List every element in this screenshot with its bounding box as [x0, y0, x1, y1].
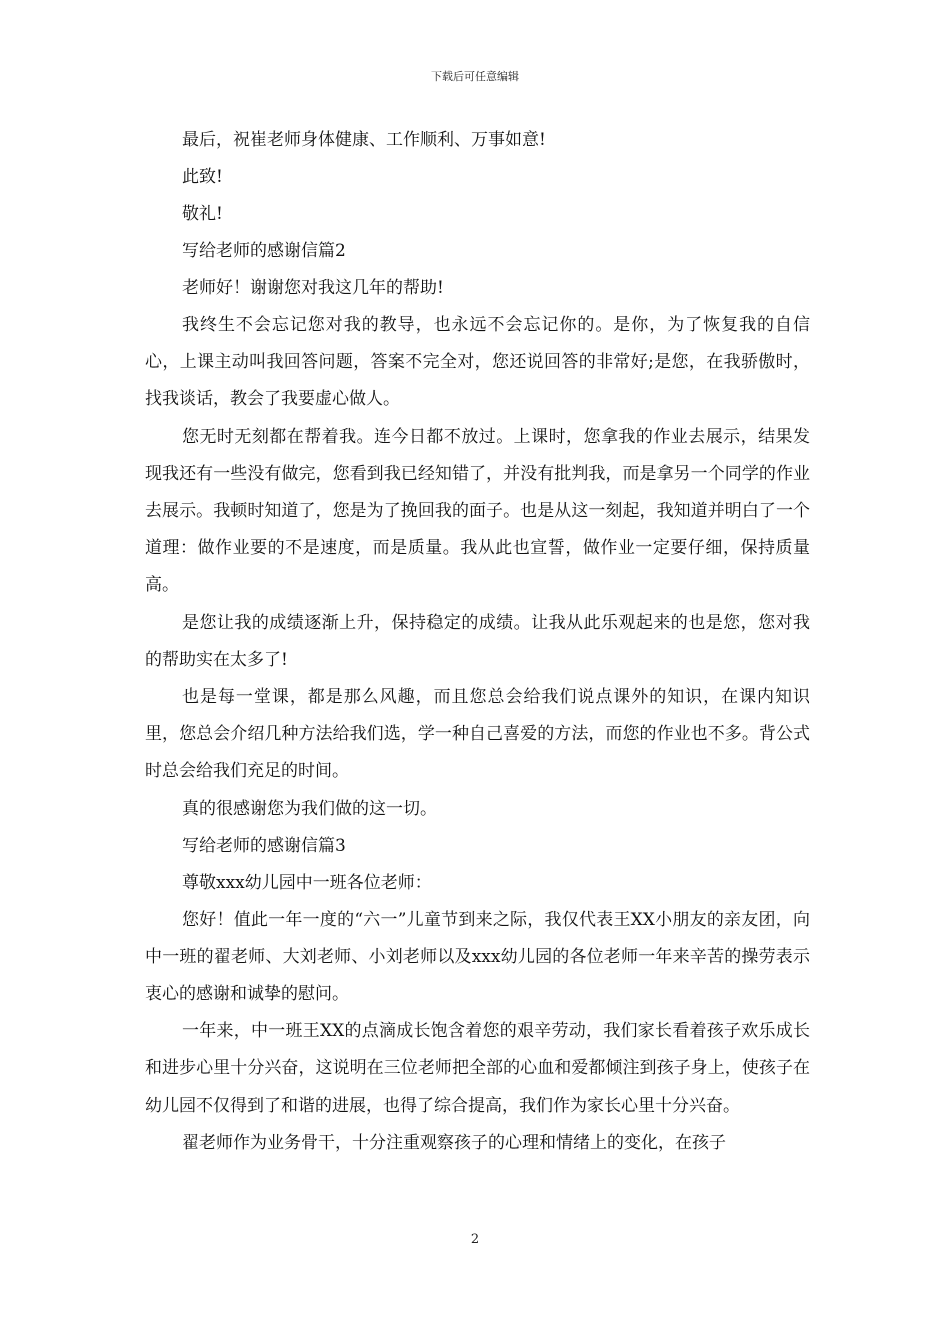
greeting-3: 尊敬xxx幼儿园中一班各位老师：	[182, 872, 432, 893]
document-body	[145, 122, 810, 1162]
paragraph-3: 是您让我的成绩逐渐上升，保持稳定的成绩。让我从此乐观起来的也是您，您对我的帮助实在太多了!	[145, 612, 810, 670]
closing-wish: 最后，祝崔老师身体健康、工作顺利、万事如意!	[182, 130, 546, 150]
paragraph-2: 您无时无刻都在帮着我。连今日都不放过。上课时，您拿我的作业去展示，结果发现我还有一些没有做完，您看到我已经知错了，并没有批判我，而是拿另一个同学的作业去展示。我顿时知道了，您是为了挽回我的面子。也是从这一刻起，我知道并明白了一个道理：做作业要的不是速度，而是质量。我从此也宣誓，做作业一定要仔细，保持质量高。	[145, 426, 810, 596]
paragraph-1: 我终生不会忘记您对我的教导，也永远不会忘记你的。是你，为了恢复我的自信心，上课主动叫我回答问题，答案不完全对，您还说回答的非常好;是您，在我骄傲时，找我谈话，教会了我要虚心做人。	[145, 315, 810, 410]
section-title-2: 写给老师的感谢信篇2	[182, 241, 346, 261]
page-number: 2	[470, 1232, 480, 1247]
thanks-line: 真的很感谢您为我们做的这一切。	[182, 798, 437, 819]
greeting-2: 老师好！谢谢您对我这几年的帮助!	[182, 278, 444, 298]
paragraph-6: 一年来，中一班王XX的点滴成长饱含着您的艰辛劳动，我们家长看着孩子欢乐成长和进步心里十分兴奋，这说明在三位老师把全部的心血和爱都倾注到孩子身上，使孩子在幼儿园不仅得到了和谐的进展，也得了综合提高，我们作为家长心里十分兴奋。	[145, 1021, 810, 1116]
salutation-line-1: 此致!	[182, 167, 223, 187]
paragraph-5: 您好！值此一年一度的“六一”儿童节到来之际，我仅代表王XX小朋友的亲友团，向中一班的翟老师、大刘老师、小刘老师以及xxx幼儿园的各位老师一年来辛苦的操劳表示衷心的感谢和诚挚的慰问。	[145, 909, 810, 1005]
paragraph-4: 也是每一堂课，都是那么风趣，而且您总会给我们说点课外的知识，在课内知识里，您总会介绍几种方法给我们选，学一种自己喜爱的方法，而您的作业也不多。背公式时总会给我们充足的时间。	[145, 687, 810, 782]
paragraph-7: 翟老师作为业务骨干，十分注重观察孩子的心理和情绪上的变化，在孩子	[182, 1132, 726, 1153]
page-header-note: 下载后可任意编辑	[431, 70, 519, 83]
salutation-line-2: 敬礼!	[182, 204, 223, 224]
section-title-3: 写给老师的感谢信篇3	[182, 835, 346, 856]
